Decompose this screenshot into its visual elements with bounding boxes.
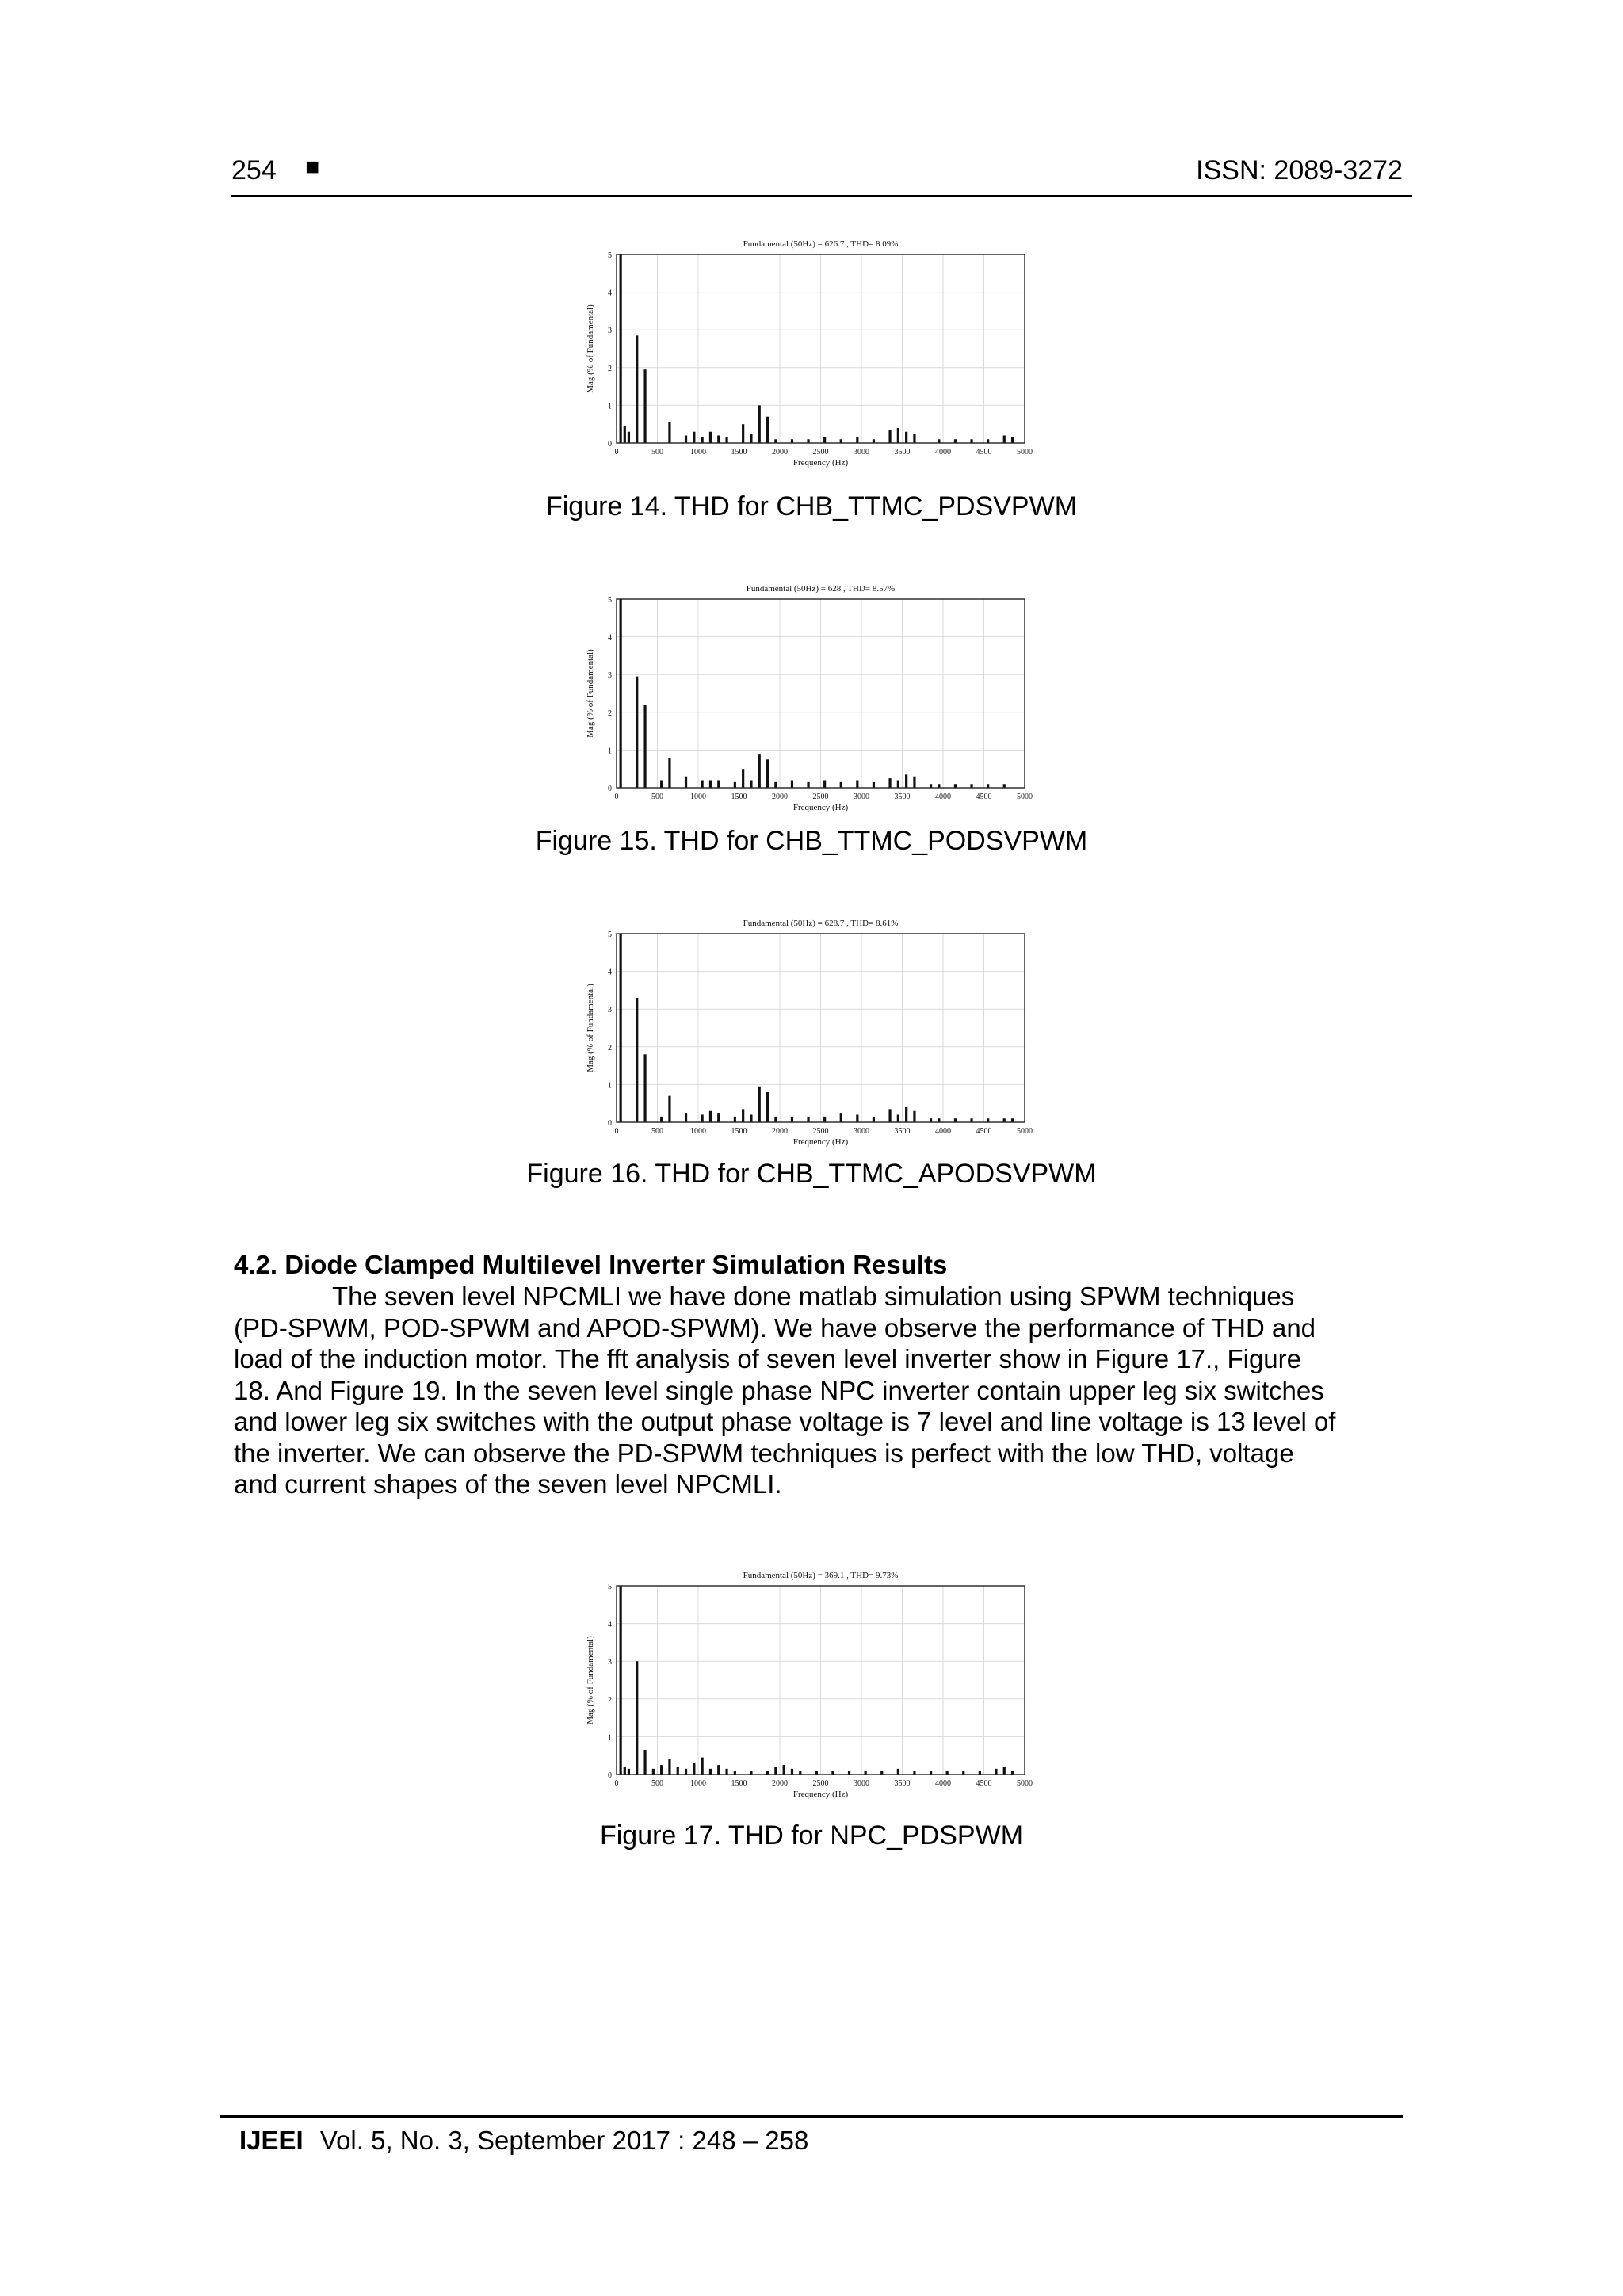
bar (636, 335, 638, 443)
bar (742, 1109, 744, 1122)
x-tick-label: 1000 (690, 448, 706, 457)
bar (620, 254, 622, 443)
chart-title: Fundamental (50Hz) = 369.1 , THD= 9.73% (743, 1571, 899, 1580)
bar (987, 784, 989, 788)
x-tick-label: 2500 (812, 793, 829, 801)
bar (905, 774, 907, 788)
chart-title: Fundamental (50Hz) = 626.7 , THD= 8.09% (743, 239, 899, 249)
bar (856, 1114, 858, 1122)
bar (888, 430, 891, 443)
x-axis-label: Frequency (Hz) (792, 803, 849, 812)
x-tick-label: 3500 (894, 1127, 911, 1136)
bar (962, 1771, 964, 1775)
x-tick-label: 4500 (976, 793, 992, 801)
x-tick-label: 3500 (894, 448, 911, 457)
y-tick-label: 0 (608, 1771, 612, 1780)
x-tick-label: 500 (651, 448, 663, 457)
x-tick-label: 4000 (935, 793, 951, 801)
bar (840, 1113, 842, 1122)
bar (913, 1771, 915, 1775)
bar (930, 784, 932, 788)
bar (717, 1113, 720, 1122)
x-tick-label: 5000 (1017, 793, 1033, 801)
bar (791, 439, 793, 443)
bar (987, 1118, 989, 1122)
x-tick-label: 4500 (976, 448, 992, 457)
x-tick-label: 0 (614, 793, 619, 801)
section-heading: 4.2. Diode Clamped Multilevel Inverter Simulation Results (234, 1250, 948, 1279)
x-tick-label: 2000 (772, 1127, 788, 1136)
bar (750, 780, 752, 788)
bar (758, 405, 761, 443)
bar (725, 1769, 727, 1775)
y-tick-label: 4 (608, 1620, 612, 1629)
bar (742, 769, 744, 788)
y-axis-label: Mag (% of Fundamental) (586, 304, 595, 393)
bar (938, 784, 940, 788)
bar (660, 1117, 663, 1122)
x-axis-label: Frequency (Hz) (792, 1137, 849, 1147)
bar (1011, 1771, 1014, 1775)
bar (865, 1771, 867, 1775)
bar (677, 1767, 679, 1775)
bar (880, 1771, 883, 1775)
bar (709, 1769, 712, 1775)
bar (668, 422, 670, 443)
header-separator-icon: ■ (305, 154, 320, 180)
bar (1003, 784, 1006, 788)
bar (823, 780, 826, 788)
bar (791, 1769, 793, 1775)
y-tick-label: 5 (608, 596, 612, 605)
bar (807, 439, 809, 443)
y-tick-label: 4 (608, 633, 612, 643)
x-tick-label: 3000 (854, 448, 869, 457)
bar (693, 1763, 695, 1775)
figure-16-chart (579, 913, 1046, 1151)
bar (643, 705, 646, 788)
figure-14-caption: Figure 14. THD for CHB_TTMC_PDSVPWM (545, 491, 1078, 521)
bar (970, 1118, 972, 1122)
x-tick-label: 2000 (772, 448, 788, 457)
x-tick-label: 2000 (772, 1779, 788, 1788)
y-tick-label: 2 (608, 709, 612, 718)
y-axis-label: Mag (% of Fundamental) (586, 649, 595, 738)
bar (856, 780, 858, 788)
x-axis-label: Frequency (Hz) (792, 458, 849, 468)
bar (774, 1767, 777, 1775)
y-tick-label: 4 (608, 968, 612, 977)
bar (636, 1661, 638, 1775)
x-tick-label: 500 (651, 1779, 663, 1788)
bar (1003, 1767, 1006, 1775)
bar (628, 1769, 630, 1775)
y-tick-label: 1 (608, 1733, 612, 1743)
y-tick-label: 3 (608, 1658, 612, 1668)
paragraph-line: (PD-SPWM, POD-SPWM and APOD-SPWM). We have observe the performance of THD and (234, 1312, 1316, 1343)
x-tick-label: 1000 (690, 793, 706, 801)
x-tick-label: 1500 (731, 448, 747, 457)
x-tick-label: 2500 (812, 1779, 829, 1788)
bar (897, 1769, 899, 1775)
x-tick-label: 2500 (812, 448, 829, 457)
x-tick-label: 4000 (935, 1779, 951, 1788)
bar (643, 1750, 646, 1775)
y-axis-label: Mag (% of Fundamental) (586, 984, 595, 1072)
chart-title: Fundamental (50Hz) = 628.7 , THD= 8.61% (743, 919, 899, 928)
x-tick-label: 3500 (894, 793, 911, 801)
bar (668, 1096, 670, 1122)
bar (954, 439, 957, 443)
bar (624, 1767, 626, 1775)
bar (873, 782, 875, 788)
x-tick-label: 1500 (731, 793, 747, 801)
x-tick-label: 4000 (935, 448, 951, 457)
x-tick-label: 1000 (690, 1127, 706, 1136)
bar (750, 1114, 752, 1122)
x-tick-label: 1000 (690, 1779, 706, 1788)
bar (734, 1771, 736, 1775)
bar (750, 1771, 752, 1775)
y-tick-label: 1 (608, 402, 612, 411)
bar (685, 435, 687, 443)
bar (1011, 1118, 1014, 1122)
y-tick-label: 3 (608, 1006, 612, 1015)
bar (652, 1769, 655, 1775)
bar (766, 759, 769, 788)
bar (888, 1109, 891, 1122)
bar (624, 426, 626, 443)
figure-14-chart (579, 234, 1046, 472)
figure-16-caption: Figure 16. THD for CHB_TTMC_APODSVPWM (526, 1159, 1097, 1189)
bar (774, 1117, 777, 1122)
bar (766, 1092, 769, 1122)
footer-citation (239, 2126, 808, 2156)
bar (913, 1111, 915, 1122)
bar (791, 780, 793, 788)
x-tick-label: 5000 (1017, 1779, 1033, 1788)
y-axis-label: Mag (% of Fundamental) (586, 1636, 595, 1725)
bar (905, 1107, 907, 1122)
bar (905, 432, 907, 443)
header-rule (231, 195, 1412, 197)
bar (701, 1758, 704, 1775)
x-tick-label: 3500 (894, 1779, 911, 1788)
x-tick-label: 0 (614, 448, 619, 457)
x-tick-label: 4000 (935, 1127, 951, 1136)
bar (979, 1771, 981, 1775)
journal-issn: ISSN: 2089-3272 (1196, 155, 1403, 185)
x-tick-label: 4500 (976, 1127, 992, 1136)
bar (620, 1586, 622, 1775)
figure-15-caption: Figure 15. THD for CHB_TTMC_PODSVPWM (535, 826, 1088, 856)
bar (701, 1114, 704, 1122)
bar (709, 432, 712, 443)
figure-15-chart (579, 579, 1046, 816)
x-tick-label: 4500 (976, 1779, 992, 1788)
x-tick-label: 3000 (854, 793, 869, 801)
bar (873, 439, 875, 443)
y-tick-label: 2 (608, 1695, 612, 1705)
bar (620, 934, 622, 1122)
footer-rule (220, 2115, 1403, 2118)
bar (717, 1765, 720, 1775)
y-tick-label: 3 (608, 671, 612, 681)
y-tick-label: 3 (608, 327, 612, 336)
bar (897, 1114, 899, 1122)
paragraph-line: and lower leg six switches with the output phase voltage is 7 level and line voltage is 13 level of (234, 1407, 1336, 1436)
figure-17-chart (579, 1565, 1046, 1803)
y-tick-label: 1 (608, 747, 612, 756)
bar (831, 1771, 834, 1775)
bar (913, 434, 915, 443)
bar (807, 782, 809, 788)
bar (750, 434, 752, 443)
bar (1003, 435, 1006, 443)
x-tick-label: 2500 (812, 1127, 829, 1136)
x-tick-label: 2000 (772, 793, 788, 801)
bar (734, 1117, 736, 1122)
y-tick-label: 2 (608, 364, 612, 373)
x-tick-label: 3000 (854, 1779, 869, 1788)
x-tick-label: 500 (651, 1127, 663, 1136)
bar (897, 780, 899, 788)
bar (774, 439, 777, 443)
bar (848, 1771, 850, 1775)
bar (660, 780, 663, 788)
bar (758, 754, 761, 788)
bar (725, 437, 727, 443)
x-tick-label: 0 (614, 1779, 619, 1788)
x-axis-label: Frequency (Hz) (792, 1790, 849, 1799)
bar (823, 437, 826, 443)
y-tick-label: 2 (608, 1043, 612, 1052)
bar (807, 1117, 809, 1122)
bar (840, 439, 842, 443)
bar (742, 424, 744, 443)
bar (628, 432, 630, 443)
x-tick-label: 1500 (731, 1779, 747, 1788)
bar (799, 1771, 801, 1775)
bar (791, 1117, 793, 1122)
bar (995, 1769, 997, 1775)
y-tick-label: 0 (608, 1119, 612, 1128)
bar (643, 1054, 646, 1122)
x-tick-label: 3000 (854, 1127, 869, 1136)
bar (913, 777, 915, 788)
bar (954, 784, 957, 788)
bar (840, 782, 842, 788)
bar (685, 777, 687, 788)
bar (709, 1111, 712, 1122)
footer-journal: IJEEI (239, 2126, 304, 2155)
bar (823, 1117, 826, 1122)
paragraph-line: 18. And Figure 19. In the seven level single phase NPC inverter contain upper leg six switches (234, 1375, 1324, 1405)
y-tick-label: 0 (608, 785, 612, 793)
x-tick-label: 1500 (731, 1127, 747, 1136)
x-tick-label: 5000 (1017, 448, 1033, 457)
figure-17-caption: Figure 17. THD for NPC_PDSPWM (599, 1820, 1024, 1851)
paragraph-line: and current shapes of the seven level NPCMLI. (234, 1469, 782, 1499)
x-tick-label: 500 (651, 793, 663, 801)
bar (954, 1118, 957, 1122)
y-tick-label: 5 (608, 1583, 612, 1591)
bar (938, 439, 940, 443)
y-tick-label: 5 (608, 251, 612, 260)
bar (717, 780, 720, 788)
bar (970, 439, 972, 443)
bar (783, 1765, 785, 1775)
bar (930, 1771, 932, 1775)
bar (668, 758, 670, 788)
paragraph-line: the inverter. We can observe the PD-SPWM techniques is perfect with the low THD, voltage (234, 1438, 1294, 1468)
bar (888, 778, 891, 788)
bar (987, 439, 989, 443)
y-tick-label: 1 (608, 1081, 612, 1091)
bar (938, 1118, 940, 1122)
section-paragraph (234, 1281, 1399, 1500)
bar (701, 780, 704, 788)
bar (636, 677, 638, 788)
x-tick-label: 0 (614, 1127, 619, 1136)
y-tick-label: 5 (608, 930, 612, 939)
chart-title: Fundamental (50Hz) = 628 , THD= 8.57% (746, 584, 896, 594)
bar (685, 1113, 687, 1122)
bar (774, 782, 777, 788)
bar (1011, 437, 1014, 443)
footer-volume: Vol. 5, No. 3, September 2017 : 248 – 258 (319, 2126, 809, 2155)
bar (897, 428, 899, 443)
bar (815, 1771, 818, 1775)
bar (873, 1117, 875, 1122)
bar (685, 1769, 687, 1775)
bar (970, 784, 972, 788)
bar (1003, 1118, 1006, 1122)
bar (856, 437, 858, 443)
y-tick-label: 0 (608, 440, 612, 449)
bar (660, 1765, 663, 1775)
bar (620, 599, 622, 788)
bar (701, 437, 704, 443)
bar (766, 1771, 769, 1775)
bar (766, 417, 769, 443)
bar (758, 1087, 761, 1122)
x-tick-label: 5000 (1017, 1127, 1033, 1136)
paragraph-line: load of the induction motor. The fft analysis of seven level inverter show in Figure 17., Figure (234, 1344, 1302, 1373)
bar (930, 1118, 932, 1122)
bar (636, 998, 638, 1122)
bar (717, 435, 720, 443)
bar (643, 369, 646, 443)
paragraph-line: The seven level NPCMLI we have done matlab simulation using SPWM techniques (332, 1282, 1295, 1311)
bar (946, 1771, 949, 1775)
bar (709, 780, 712, 788)
bar (734, 782, 736, 788)
y-tick-label: 4 (608, 288, 612, 298)
bar (668, 1759, 670, 1775)
page-number: 254 (231, 155, 277, 185)
bar (693, 432, 695, 443)
